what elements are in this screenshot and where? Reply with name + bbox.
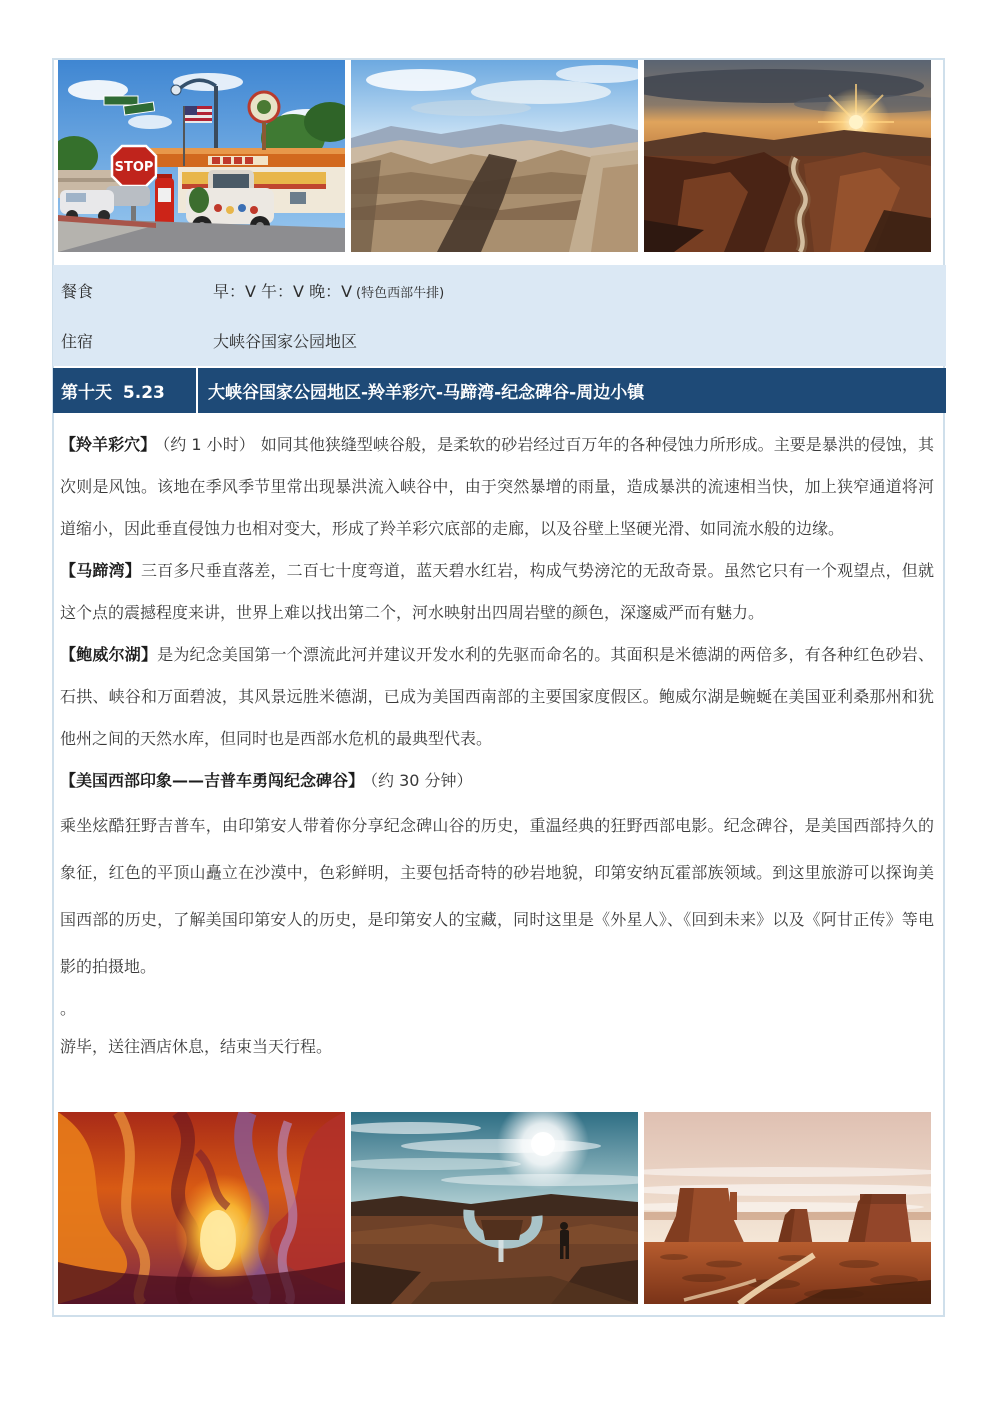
jeep-body: 乘坐炫酷狂野吉普车，由印第安人带着你分享纪念碑山谷的历史，重温经典的狂野西部电影。纪念碑谷，是美国西部持久的象征，红色的平顶山矗立在沙漠中，色彩鲜明，主要包括奇特的砂岩地貌，印第安纳瓦霍部族领域。到这里旅游可以探询美国西部的历史，了解美国印第安人的历史，是印第安人的宝藏，同时这里是《外星人》、《回到未来》以及《阿甘正传》等电影的拍摄地。 (60, 816, 934, 976)
meals-label: 餐食 (61, 281, 94, 301)
lake-powell-heading: 【鲍威尔湖】 (60, 645, 158, 664)
paragraph-horseshoe-bend (60, 550, 934, 634)
meals-value-note: (特色西部牛排) (356, 285, 445, 301)
photo-route66-street (58, 60, 345, 252)
lodging-value: 大峡谷国家公园地区 (213, 332, 358, 351)
antelope-canyon-heading: 【羚羊彩穴】 (60, 435, 157, 454)
itinerary-info-table (53, 265, 946, 366)
meals-value (213, 279, 444, 302)
paragraph-lake-powell (60, 634, 934, 760)
paragraph-period-only (60, 990, 934, 1028)
photo-grand-canyon-day (351, 60, 638, 252)
antelope-canyon-illustration (58, 1112, 345, 1304)
paragraph-end-of-day (60, 1028, 934, 1066)
horseshoe-bend-heading: 【马蹄湾】 (60, 561, 141, 580)
photo-row-top (58, 60, 931, 252)
meals-row (53, 265, 946, 315)
lodging-label: 住宿 (61, 332, 94, 351)
monument-valley-jeep-heading: 【美国西部印象——吉普车勇闯纪念碑谷】 (60, 771, 365, 790)
photo-row-bottom (58, 1112, 931, 1304)
photo-horseshoe-bend (351, 1112, 638, 1304)
meals-value-main: 早：V 午：V 晚：V (213, 281, 353, 301)
horseshoe-bend-body: 三百多尺垂直落差，二百七十度弯道，蓝天碧水红岩，构成气势滂沱的无敌奇景。虽然它只有一个观望点，但就这个点的震撼程度来讲，世界上难以找出第二个，河水映射出四周岩壁的颜色，深邃威严而有魅力。 (60, 561, 934, 622)
paragraph-jeep-heading (60, 760, 934, 802)
grand-canyon-day-illustration (351, 60, 638, 252)
antelope-canyon-duration: （约 1 小时） (162, 435, 255, 454)
day-route-title: 大峡谷国家公园地区-羚羊彩穴-马蹄湾-纪念碑谷-周边小镇 (208, 383, 645, 403)
paragraph-antelope-canyon (60, 424, 934, 550)
end-of-day-text: 游毕，送往酒店休息，结束当天行程。 (60, 1037, 333, 1056)
antelope-canyon-body: 如同其他狭缝型峡谷般，是柔软的砂岩经过百万年的各种侵蚀力所形成。主要是暴洪的侵蚀，其次则是风蚀。该地在季风季节里常出现暴洪流入峡谷中，由于突然暴增的雨量，造成暴洪的流速相当快，加上狭窄通道将河道缩小，因此垂直侵蚀力也相对变大，形成了羚羊彩穴底部的走廊，以及谷壁上坚硬光滑、如同流水般的边缘。 (60, 435, 934, 538)
photo-grand-canyon-sunset (644, 60, 931, 252)
photo-monument-valley (644, 1112, 931, 1304)
period-only-text: 。 (60, 999, 77, 1018)
stop-sign-text: STOP (114, 160, 154, 175)
lake-powell-body: 是为纪念美国第一个漂流此河并建议开发水利的先驱而命名的。其面积是米德湖的两倍多，有各种红色砂岩、石拱、峡谷和万面碧波，其风景远胜米德湖，已成为美国西南部的主要国家度假区。鲍威尔湖是蜿蜒在美国亚利桑那州和犹他州之间的天然水库，但同时也是西部水危机的最典型代表。 (60, 645, 934, 748)
paragraph-jeep-body (60, 802, 934, 990)
photo-antelope-canyon (58, 1112, 345, 1304)
day-description (60, 424, 934, 1066)
horseshoe-bend-illustration (351, 1112, 638, 1304)
grand-canyon-sunset-illustration (644, 60, 931, 252)
day-header-bar (53, 368, 946, 413)
monument-valley-illustration (644, 1112, 931, 1304)
monument-valley-jeep-duration: （约 30 分钟） (370, 771, 473, 790)
day-number-label: 第十天 5.23 (53, 368, 198, 413)
route66-street-illustration (58, 60, 345, 252)
lodging-row (53, 315, 946, 366)
